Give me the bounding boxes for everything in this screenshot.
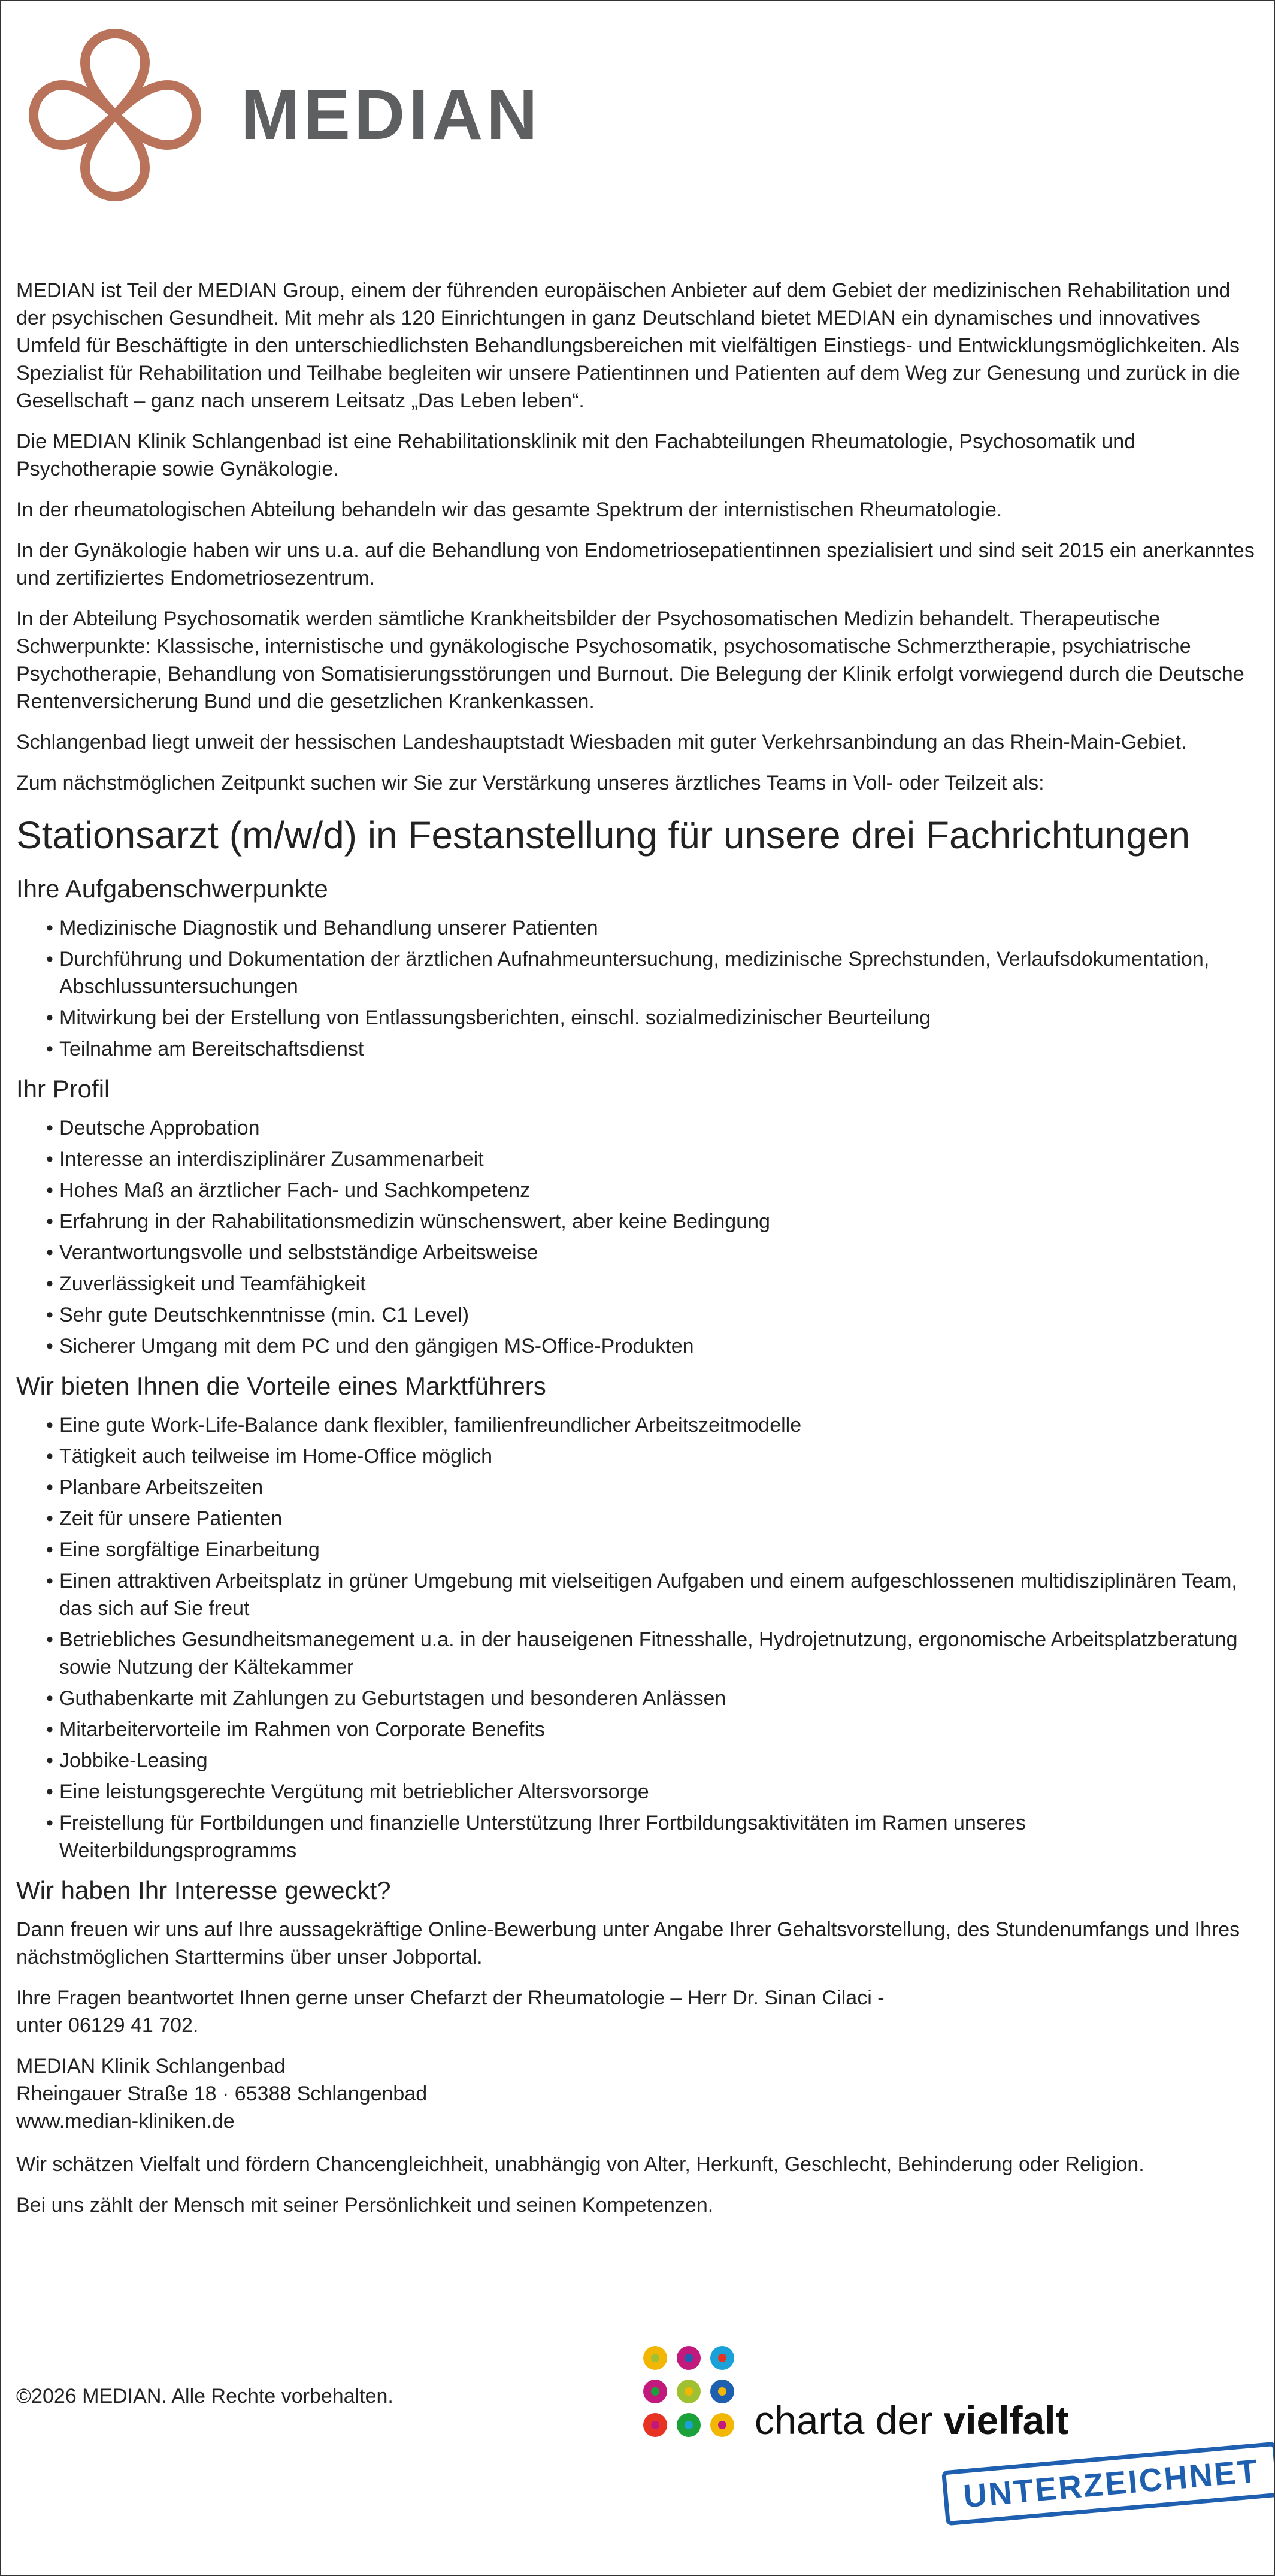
intro-paragraph: In der Abteilung Psychosomatik werden sämtliche Krankheitsbilder der Psychosomatischen Medizin behandelt. Therapeutische Schwerpunkte: Klassische, internistische und gynäkologische Psychosomatik, psychosomatische Schmerztherapie, psychiatrische Psychotherapie, Behandlung von Somatisierungsstörungen und Burnout. Die Belegung der Klinik erfolgt vorwiegend durch die Deutsche Rentenversicherung Bund und die gesetzlichen Krankenkassen. [16,607,1244,713]
list-item: • Hohes Maß an ärztlicher Fach- und Sachkompetenz [16,1177,1262,1204]
copyright-notice: ©2026 MEDIAN. Alle Rechte vorbehalten. [16,2385,393,2408]
section-heading-interest: Wir haben Ihr Interesse geweckt? [16,1876,391,1904]
list-item: • Eine gute Work-Life-Balance dank flexibler, familienfreundlicher Arbeitszeitmodelle [16,1411,1262,1439]
apply-text: Dann freuen wir uns auf Ihre aussagekräftige Online-Bewerbung unter Angabe Ihrer Gehaltsvorstellung, des Stundenumfangs und Ihres nächstmöglichen Starttermins über unser Jobportal. [16,1918,1240,1969]
charta-dot-center [718,2387,726,2396]
job-title: Stationsarzt (m/w/d) in Festanstellung für unsere drei Fachrichtungen [16,814,1191,857]
median-logo [25,25,600,205]
tasks-list [16,914,1262,1063]
clinic-website-link[interactable]: www.median-kliniken.de [16,2110,235,2133]
people-statement: Bei uns zählt der Mensch mit seiner Persönlichkeit und seinen Kompetenzen. [16,2194,714,2217]
unterzeichnet-stamp: UNTERZEICHNET [941,2442,1275,2526]
list-item: • Eine sorgfältige Einarbeitung [16,1536,1262,1564]
list-item: • Teilnahme am Bereitschaftsdienst [16,1035,1262,1063]
charta-dot-center [685,2387,693,2396]
list-item: • Tätigkeit auch teilweise im Home-Office möglich [16,1443,1262,1470]
median-logo-graphic [25,25,600,205]
section-heading-tasks: Ihre Aufgabenschwerpunkte [16,875,328,903]
charta-dot-center [685,2421,693,2429]
list-item: • Einen attraktiven Arbeitsplatz in grüner Umgebung mit vielseitigen Aufgaben und einem aufgeschlossenen multidisziplinären Team, das sich auf Sie freut [16,1567,1262,1622]
diversity-statement: Wir schätzen Vielfalt und fördern Chancengleichheit, unabhängig von Alter, Herkunft, Geschlecht, Behinderung oder Religion. [16,2153,1144,2176]
charta-dots-icon [641,2344,737,2439]
intro-paragraph: MEDIAN ist Teil der MEDIAN Group, einem der führenden europäischen Anbieter auf dem Gebiet der medizinischen Rehabilitation und der psychischen Gesundheit. Mit mehr als 120 Einrichtungen in ganz Deutschland bietet MEDIAN ein dynamisches und innovatives Umfeld für Beschäftigte in den unterschiedlichsten Behandlungsbereichen mit vielfältigen Einstiegs- und Entwicklungsmöglichkeiten. Als Spezialist für Rehabilitation und Teilhabe begleiten wir unsere Patientinnen und Patienten auf dem Weg zur Genesung und zurück in die Gesellschaft – ganz nach unserem Leitsatz „Das Leben leben“. [16,279,1240,412]
list-item: • Deutsche Approbation [16,1114,1262,1142]
list-item: • Medizinische Diagnostik und Behandlung unserer Patienten [16,914,1262,942]
list-item: • Zeit für unsere Patienten [16,1505,1262,1532]
list-item: • Jobbike-Leasing [16,1747,1262,1774]
list-item: • Betriebliches Gesundheitsmanegement u.a. in der hauseigenen Fitnesshalle, Hydrojetnutzung, ergonomische Arbeitsplatzberatung sowie Nutzung der Kältekammer [16,1626,1262,1681]
list-item: • Verantwortungsvolle und selbstständige Arbeitsweise [16,1239,1262,1266]
charta-der-vielfalt-badge [641,2344,1261,2559]
intro-paragraph: In der rheumatologischen Abteilung behandeln wir das gesamte Spektrum der internistischen Rheumatologie. [16,498,1003,521]
list-item: • Sicherer Umgang mit dem PC und den gängigen MS-Office-Produkten [16,1332,1262,1360]
list-item: • Eine leistungsgerechte Vergütung mit betrieblicher Altersvorsorge [16,1778,1262,1806]
intro-paragraph: Die MEDIAN Klinik Schlangenbad ist eine Rehabilitationsklinik mit den Fachabteilungen Rheumatologie, Psychosomatik und Psychotherapie sowie Gynäkologie. [16,430,1136,480]
list-item: • Mitarbeitervorteile im Rahmen von Corporate Benefits [16,1716,1262,1743]
section-heading-profile: Ihr Profil [16,1075,110,1103]
contact-line-1: Ihre Fragen beantwortet Ihnen gerne unser Chefarzt der Rheumatologie – Herr Dr. Sinan Cilaci - [16,1987,885,2009]
clinic-street: Rheingauer Straße 18 · 65388 Schlangenbad [16,2082,428,2105]
clinic-name: MEDIAN Klinik Schlangenbad [16,2055,286,2078]
list-item: • Planbare Arbeitszeiten [16,1474,1262,1501]
charta-dot-center [685,2354,693,2362]
charta-dot-center [651,2421,659,2429]
charta-dot-center [718,2354,726,2362]
list-item: • Erfahrung in der Rahabilitationsmedizin wünschenswert, aber keine Bedingung [16,1208,1262,1235]
list-item: • Mitwirkung bei der Erstellung von Entlassungsberichten, einschl. sozialmedizinischer Beurteilung [16,1004,1262,1032]
charta-wordmark [755,2397,1069,2443]
list-item: • Sehr gute Deutschkenntnisse (min. C1 Level) [16,1301,1262,1329]
charta-dot-center [651,2354,659,2362]
contact-line-2: unter 06129 41 702. [16,2014,199,2037]
section-heading-benefits: Wir bieten Ihnen die Vorteile eines Marktführers [16,1372,546,1400]
charta-dot-center [651,2387,659,2396]
list-item: • Freistellung für Fortbildungen und finanzielle Unterstützung Ihrer Fortbildungsaktivitäten im Ramen unseres Weiterbildungsprogramms [16,1809,1262,1864]
intro-paragraph: Schlangenbad liegt unweit der hessischen Landeshauptstadt Wiesbaden mit guter Verkehrsanbindung an das Rhein-Main-Gebiet. [16,731,1187,754]
benefits-list [16,1411,1262,1864]
median-wordmark: MEDIAN [241,75,541,155]
list-item: • Guthabenkarte mit Zahlungen zu Geburtstagen und besonderen Anlässen [16,1685,1262,1712]
charta-text-bold: vielfalt [943,2398,1069,2442]
intro-paragraph: Zum nächstmöglichen Zeitpunkt suchen wir Sie zur Verstärkung unseres ärztliches Teams in Voll- oder Teilzeit als: [16,772,1044,794]
list-item: • Interesse an interdisziplinärer Zusammenarbeit [16,1145,1262,1173]
charta-text-regular: charta der [755,2398,944,2442]
charta-dot-center [718,2421,726,2429]
clinic-address [16,2052,1262,2135]
profile-list [16,1114,1262,1360]
list-item: • Durchführung und Dokumentation der ärztlichen Aufnahmeuntersuchung, medizinische Sprechstunden, Verlaufsdokumentation, Abschlussuntersuchungen [16,945,1262,1000]
intro-paragraph: In der Gynäkologie haben wir uns u.a. auf die Behandlung von Endometriosepatientinnen spezialisiert und sind seit 2015 ein anerkanntes und zertifiziertes Endometriosezentrum. [16,539,1255,589]
list-item: • Zuverlässigkeit und Teamfähigkeit [16,1270,1262,1298]
ad-content [16,277,1262,2232]
contact-text [16,1984,1262,2039]
